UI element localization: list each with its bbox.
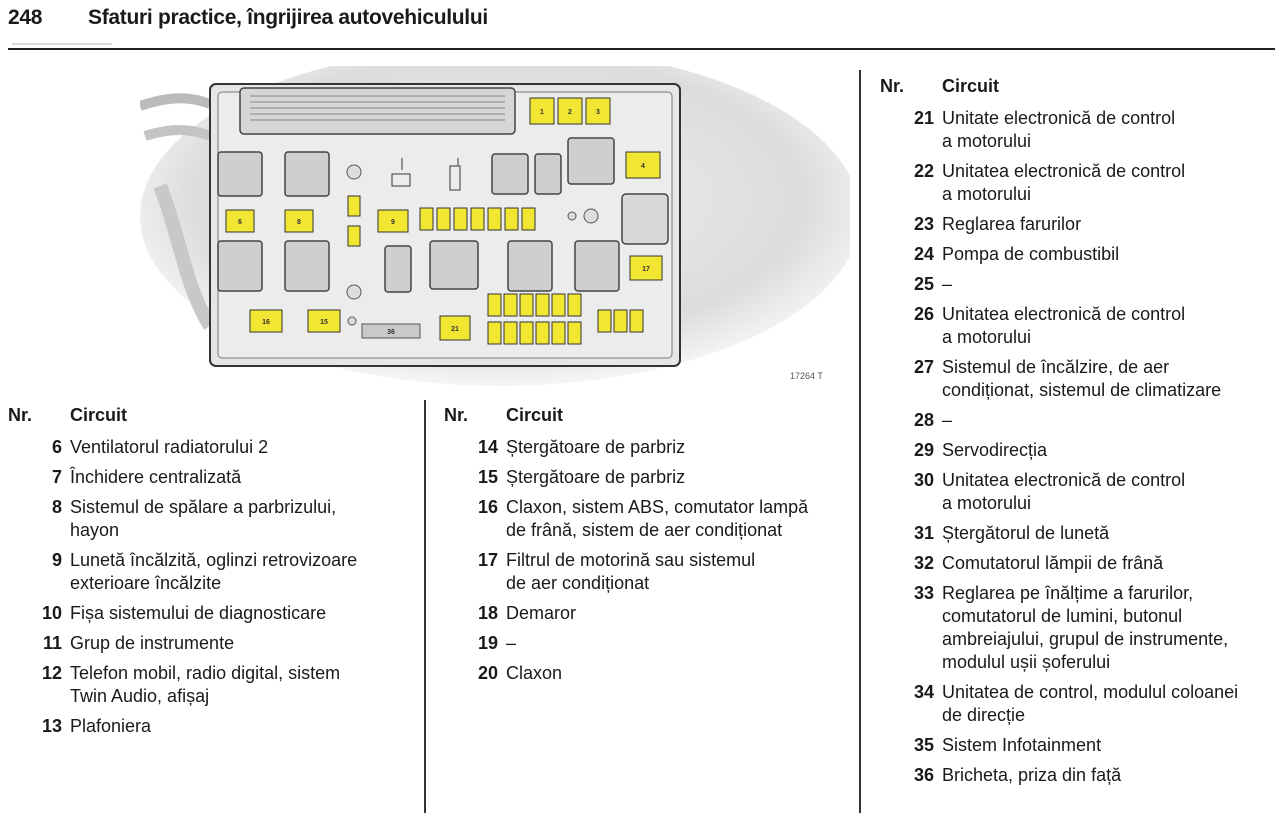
circuit-item [8,549,418,595]
fuse-label: 1 [540,109,544,116]
circuit-item [880,582,1275,674]
circuit-description: Ștergătorul de lunetă [942,523,1110,543]
fuse-label: 4 [641,163,645,170]
circuit-item [880,552,1275,575]
circuit-description: Sistem Infotainment [942,735,1102,755]
circuit-number: 18 [477,603,498,623]
fuse-label: 21 [451,326,459,333]
circuit-description: Unitatea electronică de control a motorului [942,161,1186,204]
circuit-description: Telefon mobil, radio digital, sistem Twin Audio, afișaj [70,663,341,706]
fuse-label: 15 [320,319,328,326]
circuit-number: 6 [51,437,62,457]
circuit-number: 22 [913,161,934,181]
circuit-description: Claxon [506,663,563,683]
circuit-description: – [506,633,517,653]
circuit-item [444,662,854,685]
circuit-item [880,681,1275,727]
circuit-description: Bricheta, priza din față [942,765,1122,785]
column-divider-2 [859,70,861,813]
header-circuit: Circuit [942,76,1000,96]
circuit-description: Reglarea farurilor [942,214,1082,234]
circuit-number: 20 [477,663,498,683]
circuit-number: 36 [913,765,934,785]
watermark-logo-icon [12,40,112,48]
circuit-item [880,213,1275,236]
header-nr: Nr. [444,405,469,425]
circuit-description: Unitatea electronică de control a motorului [942,304,1186,347]
circuit-item [444,496,854,542]
circuit-description: – [942,274,953,294]
circuit-number: 9 [51,550,62,570]
circuit-item [8,436,418,459]
circuit-description: Unitatea de control, modulul coloanei de direcție [942,682,1239,725]
circuit-item [8,602,418,625]
fuse-label: 8 [297,219,301,226]
circuit-item [880,160,1275,206]
circuit-number: 33 [913,583,934,603]
circuit-description: Ventilatorul radiatorului 2 [70,437,269,457]
circuit-description: Reglarea pe înălțime a farurilor, comutatorul de lumini, butonul ambreiajului, grupul de instrumente, modulul ușii șoferului [942,583,1229,672]
header-nr: Nr. [880,76,905,96]
circuit-number: 15 [477,467,498,487]
circuit-number: 11 [42,633,62,653]
circuit-item [8,496,418,542]
circuit-number: 26 [913,304,934,324]
circuit-number: 10 [41,603,62,623]
circuit-number: 12 [41,663,62,683]
circuit-item [880,734,1275,757]
circuit-number: 30 [913,470,934,490]
circuit-description: Filtrul de motorină sau sistemul de aer condiționat [506,550,756,593]
circuit-description: Ștergătoare de parbriz [506,467,686,487]
circuit-description: Servodirecția [942,440,1048,460]
circuit-description: Ștergătoare de parbriz [506,437,686,457]
circuit-item [444,436,854,459]
circuit-item [880,764,1275,787]
circuit-number: 28 [913,410,934,430]
fuse-label: 6 [238,219,242,226]
column-header [444,405,854,429]
circuit-number: 31 [913,523,934,543]
fuse-label: 2 [568,109,572,116]
fuse-group-top [530,98,610,124]
fuse-label: 36 [387,329,395,336]
circuit-item [880,273,1275,296]
circuit-number: 29 [913,440,934,460]
circuit-number: 25 [913,274,934,294]
fuse-box-diagram [140,66,850,388]
circuit-description: Unitate electronică de control a motorului [942,108,1176,151]
circuit-description: Sistemul de încălzire, de aer condiționat, sistemul de climatizare [942,357,1222,400]
circuit-list [8,436,418,738]
circuit-number: 24 [913,244,934,264]
circuit-item [880,243,1275,266]
circuit-description: Fișa sistemului de diagnosticare [70,603,327,623]
circuit-item [880,522,1275,545]
circuit-description: Unitatea electronică de control a motorului [942,470,1186,513]
circuit-number: 7 [51,467,62,487]
circuit-number: 17 [477,550,498,570]
circuit-number: 14 [477,437,498,457]
circuit-number: 35 [913,735,934,755]
circuit-number: 21 [913,108,934,128]
circuit-list [444,436,854,685]
circuit-item [880,356,1275,402]
circuit-description: Pompa de combustibil [942,244,1120,264]
circuit-item [880,439,1275,462]
circuit-column-3 [880,76,1275,787]
circuit-description: – [942,410,953,430]
column-header [880,76,1275,100]
circuit-column-2 [444,405,854,685]
circuit-number: 27 [913,357,934,377]
circuit-number: 8 [51,497,62,517]
figure-code: 17264 T [790,371,823,381]
circuit-item [8,662,418,708]
circuit-description: Sistemul de spălare a parbrizului, hayon [70,497,337,540]
circuit-item [880,303,1275,349]
circuit-item [8,632,418,655]
fuse-label: 9 [391,219,395,226]
circuit-number: 19 [477,633,498,653]
circuit-item [880,469,1275,515]
circuit-description: Claxon, sistem ABS, comutator lampă de frână, sistem de aer condiționat [506,497,809,540]
circuit-column-1 [8,405,418,738]
circuit-item [444,602,854,625]
fuse-label: 17 [642,266,650,273]
circuit-description: Demaror [506,603,577,623]
circuit-item [880,409,1275,432]
circuit-number: 13 [41,716,62,736]
circuit-item [444,466,854,489]
circuit-item [8,715,418,738]
page-title: Sfaturi practice, îngrijirea autovehiculului [88,6,488,29]
page-header [0,0,1280,50]
circuit-number: 34 [913,682,934,702]
circuit-description: Grup de instrumente [70,633,235,653]
column-header [8,405,418,429]
circuit-description: Plafoniera [70,716,152,736]
fuse-label: 16 [262,319,270,326]
circuit-description: Lunetă încălzită, oglinzi retrovizoare exterioare încălzite [70,550,358,593]
circuit-item [8,466,418,489]
page-number: 248 [8,6,43,29]
circuit-item [444,632,854,655]
circuit-description: Închidere centralizată [70,467,242,487]
circuit-item [444,549,854,595]
column-divider-1 [424,400,426,813]
circuit-number: 16 [477,497,498,517]
header-nr: Nr. [8,405,33,425]
circuit-list [880,107,1275,787]
fuse-label: 3 [596,109,600,116]
circuit-number: 32 [913,553,934,573]
header-rule [8,48,1275,50]
header-circuit: Circuit [70,405,128,425]
circuit-number: 23 [913,214,934,234]
circuit-item [880,107,1275,153]
circuit-description: Comutatorul lămpii de frână [942,553,1164,573]
header-circuit: Circuit [506,405,564,425]
